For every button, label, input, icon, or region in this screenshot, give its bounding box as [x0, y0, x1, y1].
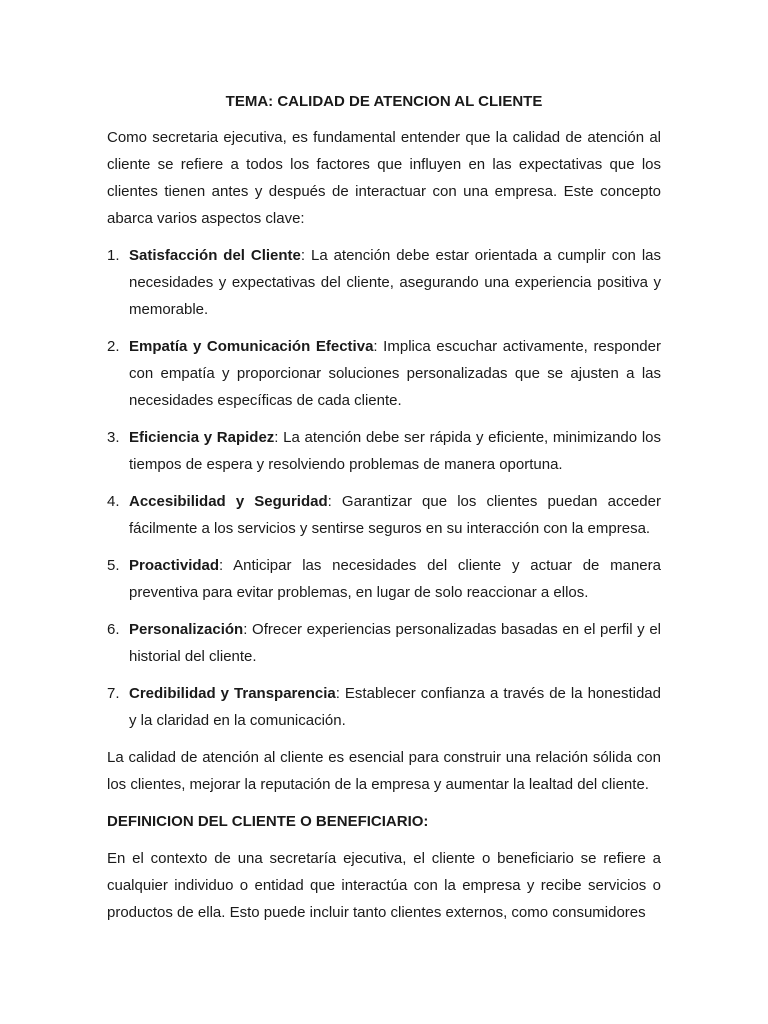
section-paragraph: En el contexto de una secretaría ejecutiva, el cliente o beneficiario se refiere a cualquier individuo o entidad que interactúa con la empresa y recibe servicios o productos de ella. Esto puede incluir tanto clientes externos, como consumidores — [107, 850, 661, 921]
list-item-text: : Ofrecer experiencias personalizadas basadas en el perfil y el historial del cliente. — [129, 621, 661, 665]
document-title: TEMA: CALIDAD DE ATENCION AL CLIENTE — [225, 93, 543, 110]
list-item-text: : Garantizar que los clientes puedan acceder fácilmente a los servicios y sentirse seguros en su interacción con la empresa. — [129, 493, 661, 537]
list-item — [107, 333, 661, 414]
list-item — [107, 680, 661, 734]
list-item-number: 3. — [107, 429, 120, 446]
list-item-number: 2. — [107, 338, 120, 355]
list-item-text: : Establecer confianza a través de la honestidad y la claridad en la comunicación. — [129, 685, 661, 729]
list-item-text: : La atención debe ser rápida y eficiente, minimizando los tiempos de espera y resolviendo problemas de manera oportuna. — [129, 429, 661, 473]
list-item-text: : Anticipar las necesidades del cliente y actuar de manera preventiva para evitar problemas, en lugar de solo reaccionar a ellos. — [129, 557, 661, 601]
list-item-term: Accesibilidad y Seguridad — [129, 493, 328, 510]
list-item-number: 1. — [107, 247, 120, 264]
list-item-number: 5. — [107, 557, 120, 574]
conclusion-paragraph: La calidad de atención al cliente es esencial para construir una relación sólida con los clientes, mejorar la reputación de la empresa y aumentar la lealtad del cliente. — [107, 749, 661, 793]
list-item-term: Credibilidad y Transparencia — [129, 685, 336, 702]
list-item-term: Satisfacción del Cliente — [129, 247, 301, 264]
list-item-term: Personalización — [129, 621, 244, 638]
list-item-text: : La atención debe estar orientada a cumplir con las necesidades y expectativas del cliente, asegurando una experiencia positiva y memorable. — [129, 247, 661, 318]
list-item-number: 4. — [107, 493, 120, 510]
list-item — [107, 424, 661, 478]
list-item — [107, 488, 661, 542]
section-heading: DEFINICION DEL CLIENTE O BENEFICIARIO: — [107, 813, 429, 830]
list-item-term: Empatía y Comunicación Efectiva — [129, 338, 374, 355]
list-item-term: Eficiencia y Rapidez — [129, 429, 275, 446]
list-item — [107, 242, 661, 323]
document-page — [107, 90, 661, 936]
list-item — [107, 552, 661, 606]
list-item-number: 6. — [107, 621, 120, 638]
list-item — [107, 616, 661, 670]
list-item-term: Proactividad — [129, 557, 220, 574]
list-item-text: : Implica escuchar activamente, responder con empatía y proporcionar soluciones personalizadas que se ajusten a las necesidades específicas de cada cliente. — [129, 338, 661, 409]
intro-paragraph: Como secretaria ejecutiva, es fundamental entender que la calidad de atención al cliente se refiere a todos los factores que influyen en las expectativas que los clientes tienen antes y después de interactuar con una empresa. Este concepto abarca varios aspectos clave: — [107, 129, 661, 227]
list-item-number: 7. — [107, 685, 120, 702]
aspects-list — [107, 242, 661, 734]
